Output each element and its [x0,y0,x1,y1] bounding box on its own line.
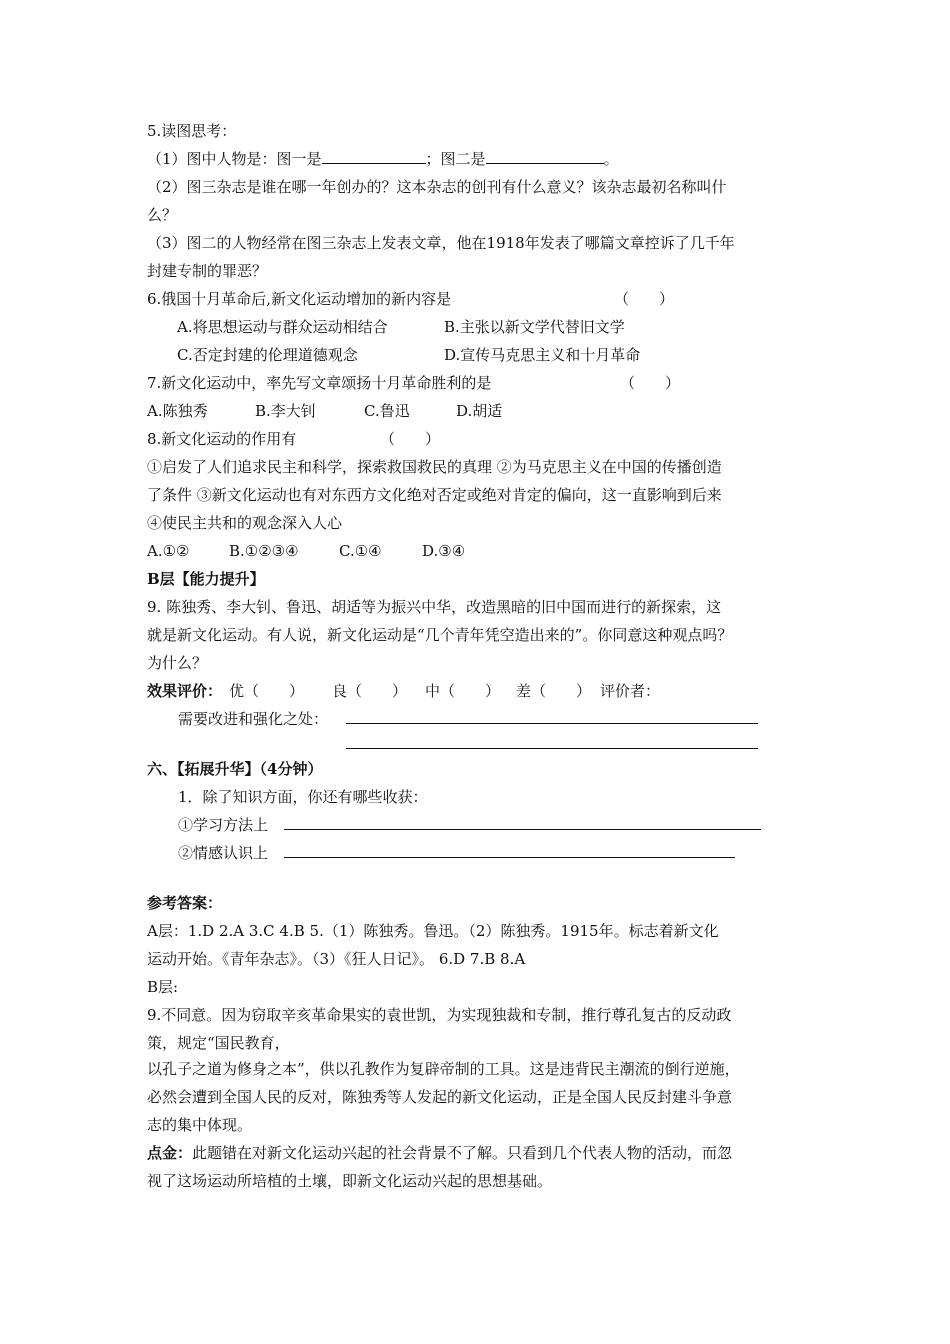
q5-part3-line1: （3）图二的人物经常在图三杂志上发表文章，他在1918年发表了哪篇文章控诉了几千年 [147,234,735,252]
rating-excellent[interactable]: 优（ ） [229,682,305,700]
q8-option-b: B.①②③④ [229,542,299,560]
q7-option-a: A.陈独秀 [147,402,208,420]
emotion-label: ②情感认识上 [178,844,269,862]
answers-a-line2: 运动开始。《青年杂志》。（3）《狂人日记》。 6.D 7.B 8.A [147,950,526,968]
q8-option-a: A.①② [147,542,190,560]
tip-label: 点金： [147,1144,193,1162]
answers-a-prefix: A层： [147,922,188,940]
answers-heading: 参考答案： [147,894,223,912]
section6-title: 六、【拓展升华】 [147,760,260,778]
q6-option-d: D.宣传马克思主义和十月革命 [444,346,641,364]
q9-line3: 为什么？ [147,654,208,672]
q8-stem: 8.新文化运动的作用有 [147,430,297,448]
tip-text: 此题错在对新文化运动兴起的社会背景不了解。只看到几个代表人物的活动，而忽 [192,1144,733,1162]
tip-line1 [147,1143,732,1163]
answer9-line4: 必然会遭到全国人民的反对，陈独秀等人发起的新文化运动，正是全国人民反封建斗争意 [147,1088,733,1106]
q9-line1: 9. 陈独秀、李大钊、鲁迅、胡适等为振兴中华，改造黑暗的旧中国而进行的新探索，这 [147,598,722,616]
evaluation-label: 效果评价： [147,682,223,700]
q7-option-c: C.鲁迅 [364,402,410,420]
q8-item-line3: ④使民主共和的观念深入人心 [147,514,343,532]
q5-part1 [147,149,619,169]
improve-blank-line1[interactable] [346,723,758,724]
answers-a-text: 1.D 2.A 3.C 4.B 5.（1）陈独秀。鲁迅。（2）陈独秀。1915年。标志着新文化 [187,922,719,940]
q5-part2-line2: 么？ [147,206,178,224]
q6-option-b: B.主张以新文学代替旧文学 [444,318,625,336]
answer-blank-figure1[interactable] [322,149,426,164]
q5-part2-line1: （2）图三杂志是谁在哪一年创办的？这本杂志的创刊有什么意义？该杂志最初名称叫什 [147,178,727,196]
q5-part3-line2: 封建专制的罪恶？ [147,262,268,280]
q7-answer-paren[interactable]: （ ） [620,374,681,392]
reviewer-label: 评价者： [600,682,661,700]
answers-a-line1 [147,921,719,941]
q6-stem: 6.俄国十月革命后,新文化运动增加的新内容是 [147,290,452,308]
section6-time: （4分钟） [259,760,323,778]
q5-part1-prefix: （1）图中人物是：图一是 [147,150,322,168]
emotion-blank[interactable] [284,857,735,858]
q5-title: 5.读图思考： [147,122,237,140]
learning-method-label: ①学习方法上 [178,816,269,834]
q7-option-d: D.胡适 [456,402,503,420]
q6-option-a: A.将思想运动与群众运动相结合 [177,318,388,336]
rating-poor[interactable]: 差（ ） [516,682,592,700]
b-layer-heading: B层【能力提升】 [147,570,265,588]
q6-option-c: C.否定封建的伦理道德观念 [177,346,358,364]
section6-question: 1．除了知识方面，你还有哪些收获： [178,788,428,806]
tip-line2: 视了这场运动所培植的土壤，即新文化运动兴起的思想基础。 [147,1172,553,1190]
q6-answer-paren[interactable]: （ ） [614,290,675,308]
q7-option-b: B.李大钊 [255,402,316,420]
improve-label: 需要改进和强化之处： [178,710,329,728]
q8-item-line2: 了条件 ③新文化运动也有对东西方文化绝对否定或绝对肯定的偏向，这一直影响到后来 [147,486,722,504]
q8-answer-paren[interactable]: （ ） [380,430,441,448]
q8-option-d: D.③④ [422,542,466,560]
answers-b-label: B层: [147,978,179,996]
q8-item-line1: ①启发了人们追求民主和科学，探索救国救民的真理 ②为马克思主义在中国的传播创造 [147,458,722,476]
q5-part1-end: 。 [603,150,619,168]
section6-heading [147,759,322,779]
answer9-line3: 以孔子之道为修身之本”，供以孔教作为复辟帝制的工具。这是违背民主潮流的倒行逆施， [147,1060,740,1078]
answer-blank-figure2[interactable] [486,149,604,164]
rating-average[interactable]: 中（ ） [425,682,501,700]
improve-blank-line2[interactable] [346,748,758,749]
q5-part1-mid: ；图二是 [425,150,486,168]
learning-method-blank[interactable] [284,829,761,830]
answer9-line2: 策，规定“国民教育， [147,1034,290,1052]
q9-line2: 就是新文化运动。有人说，新文化运动是“几个青年凭空造出来的”。你同意这种观点吗？ [147,626,733,644]
q7-stem: 7.新文化运动中，率先写文章颂扬十月革命胜利的是 [147,374,492,392]
rating-good[interactable]: 良（ ） [332,682,408,700]
answer9-line5: 志的集中体现。 [147,1116,253,1134]
q8-option-c: C.①④ [339,542,382,560]
answer9-line1: 9.不同意。因为窃取辛亥革命果实的袁世凯，为实现独裁和专制，推行尊孔复古的反动政 [147,1006,732,1024]
